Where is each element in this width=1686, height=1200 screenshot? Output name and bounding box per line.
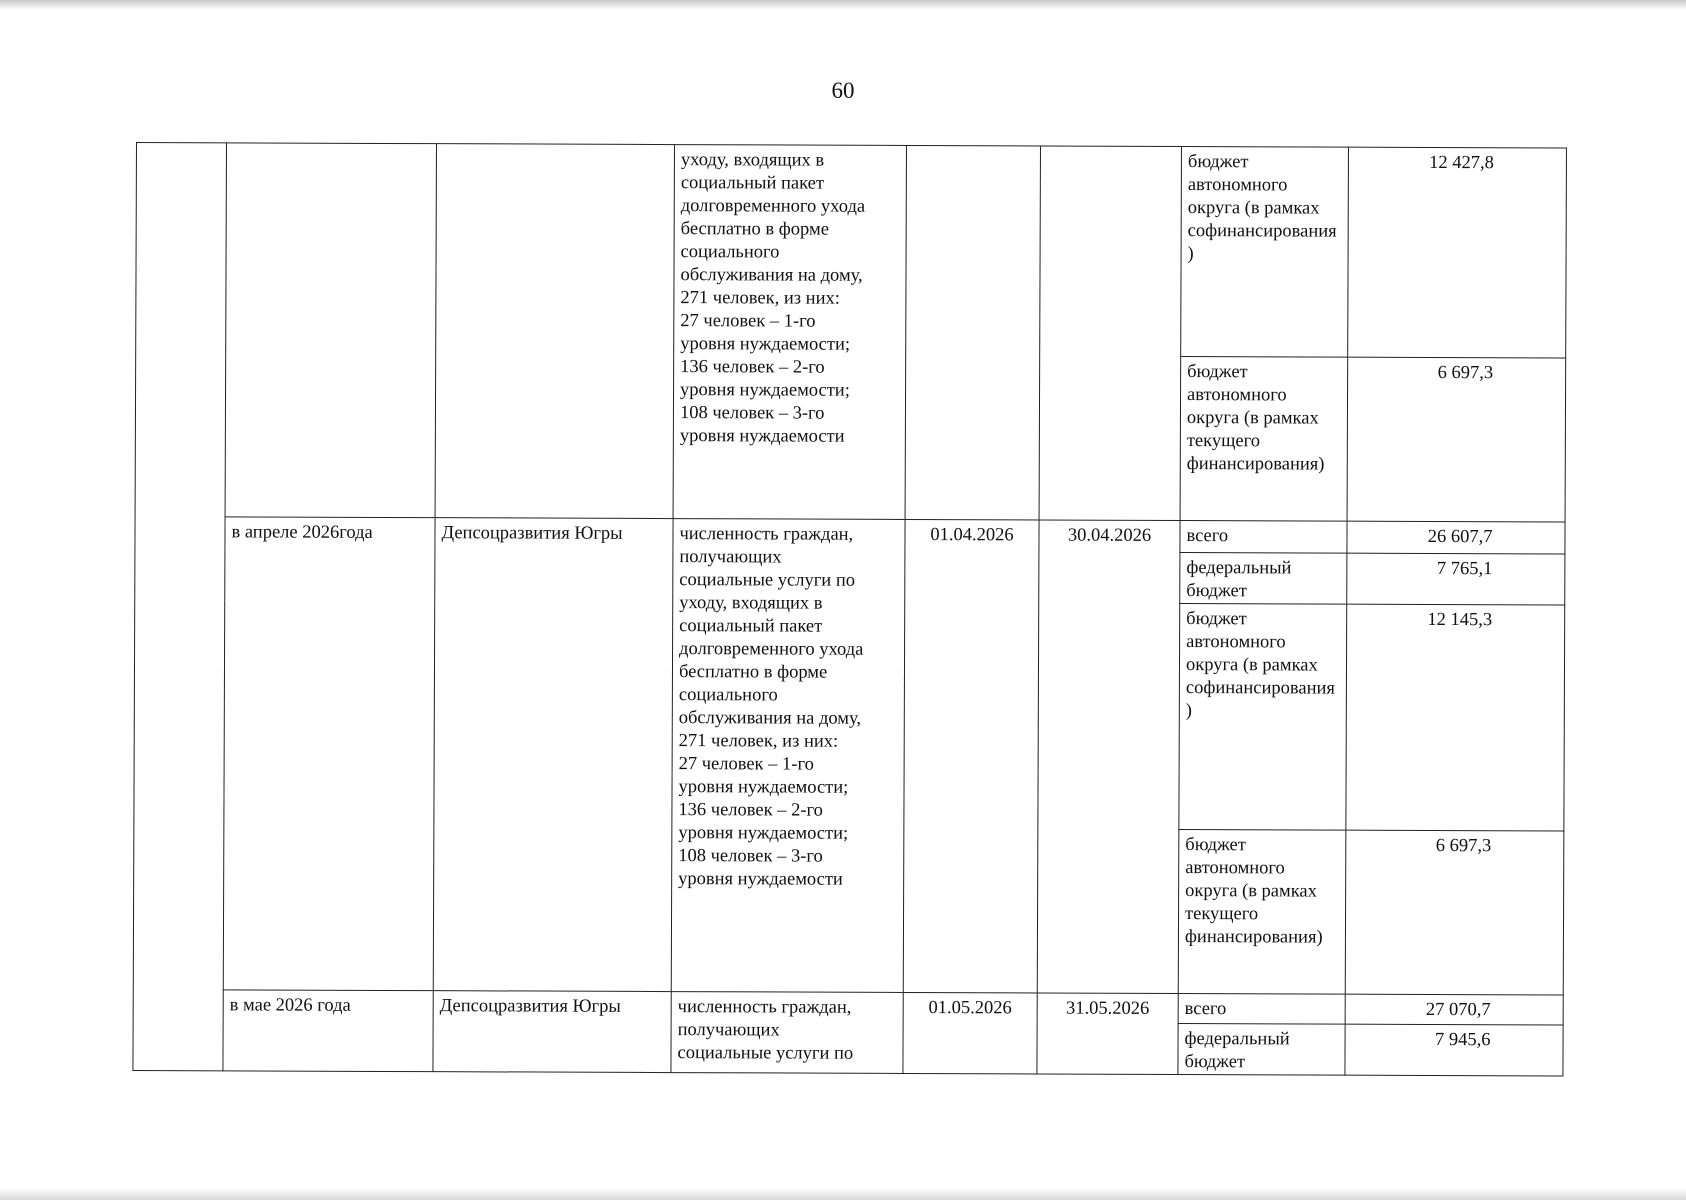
plan-table <box>132 142 1567 1076</box>
executor-cell: Депсоцразвития Югры <box>433 518 673 992</box>
indicator-cell: численность граждан, получающих социальные услуги по <box>671 992 903 1074</box>
funding-source: федеральный бюджет <box>1178 1024 1345 1076</box>
indicator-cell: численность граждан, получающих социальные услуги по уходу, входящих в социальный пакет долговременного ухода бесплатно в форме социального обслуживания на дому, 271 человек, из них: 27 человек – 1-го уровня нуждаемости; 136 человек – 2-го уровня нуждаемости; 108 человек – 3-го уровня нуждаемости <box>671 519 905 993</box>
end-date-cell: 31.05.2026 <box>1037 993 1178 1075</box>
executor-cell: Депсоцразвития Югры <box>433 991 671 1073</box>
executor-cell <box>435 144 674 519</box>
scan-edge-top <box>0 0 1686 10</box>
end-date-cell <box>1039 146 1181 521</box>
number-cell <box>133 143 227 1071</box>
funding-source: всего <box>1178 994 1345 1025</box>
period-cell: в мае 2026 года <box>223 990 433 1072</box>
table-row <box>135 516 1565 553</box>
period-cell <box>225 143 436 518</box>
period-cell: в апреле 2026года <box>223 517 435 991</box>
funding-source: бюджет автономного округа (в рамках текущего финансирования) <box>1178 830 1346 995</box>
funding-amount: 6 697,3 <box>1345 830 1564 995</box>
scan-edge-bottom <box>0 1188 1686 1200</box>
funding-amount: 27 070,7 <box>1345 994 1563 1025</box>
table-row <box>136 143 1567 358</box>
end-date-cell: 30.04.2026 <box>1037 520 1180 994</box>
funding-amount: 7 945,6 <box>1345 1024 1563 1076</box>
funding-amount: 6 697,3 <box>1347 357 1566 522</box>
funding-amount: 12 427,8 <box>1348 147 1567 358</box>
page-number: 60 <box>831 78 855 103</box>
funding-source: бюджет автономного округа (в рамках софинансирования) <box>1181 147 1349 358</box>
funding-amount: 26 607,7 <box>1347 521 1565 554</box>
funding-source: всего <box>1180 521 1347 554</box>
funding-source: федеральный бюджет <box>1180 553 1347 605</box>
funding-amount: 7 765,1 <box>1347 553 1565 605</box>
funding-source: бюджет автономного округа (в рамках текущего финансирования) <box>1180 357 1348 522</box>
funding-source: бюджет автономного округа (в рамках софинансирования) <box>1179 604 1347 831</box>
indicator-cell: уходу, входящих в социальный пакет долговременного ухода бесплатно в форме социального обслуживания на дому, 271 человек, из них: 27 человек – 1-го уровня нуждаемости; 136 человек – 2-го уровня нуждаемости; 108 человек – 3-го уровня нуждаемости <box>673 145 906 520</box>
start-date-cell <box>905 145 1040 520</box>
start-date-cell: 01.04.2026 <box>903 519 1039 993</box>
funding-amount: 12 145,3 <box>1346 604 1565 831</box>
table-row <box>133 989 1563 1024</box>
start-date-cell: 01.05.2026 <box>903 992 1037 1074</box>
